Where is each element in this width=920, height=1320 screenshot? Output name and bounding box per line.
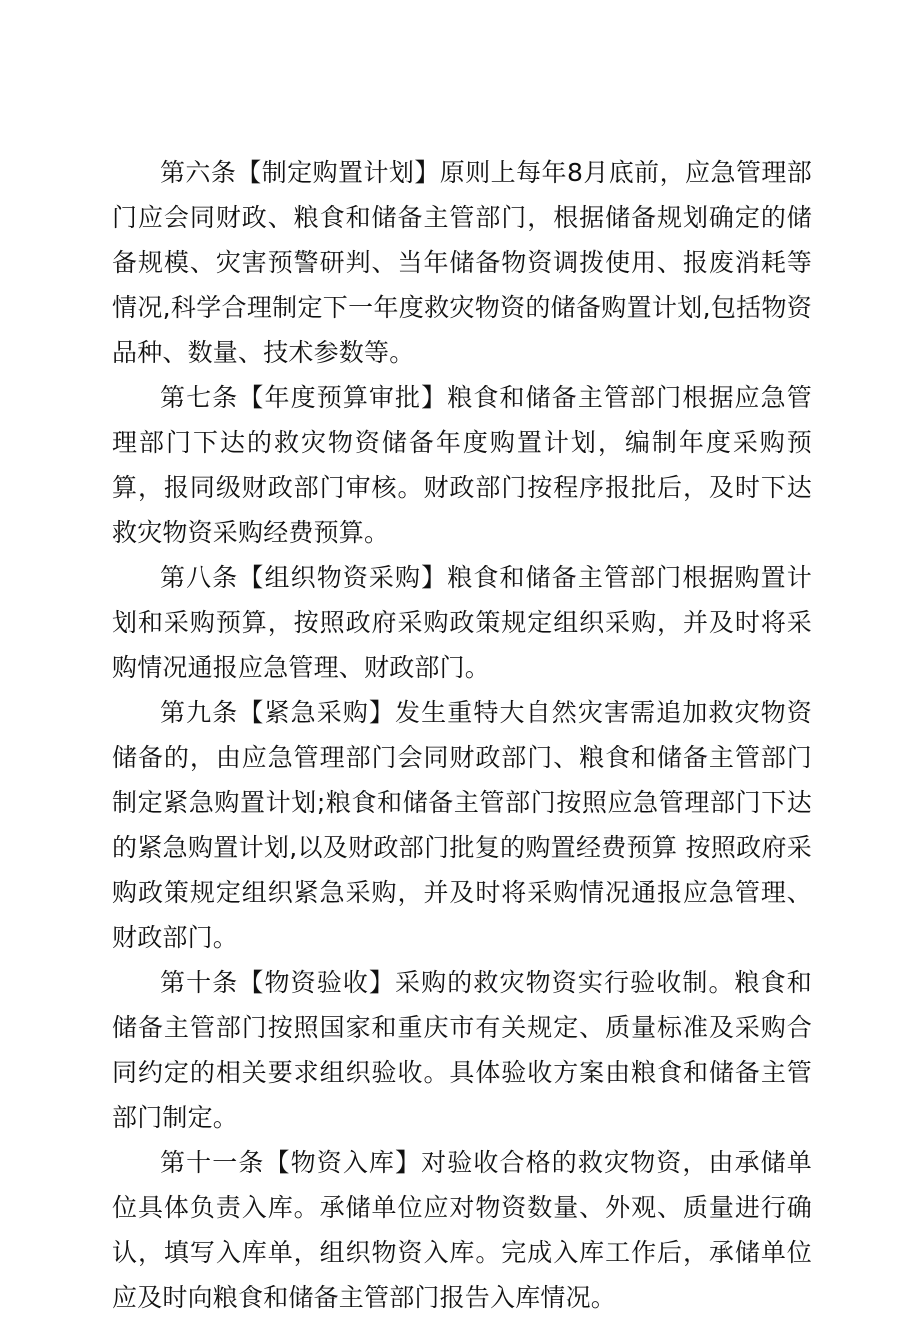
article-10: 第十条【物资验收】采购的救灾物资实行验收制。粮食和储备主管部门按照国家和重庆市有关规定、质量标准及采购合同约定的相关要求组织验收。具体验收方案由粮食和储备主管部门制定。 — [112, 968, 812, 1132]
article-11: 第十一条【物资入库】对验收合格的救灾物资，由承储单位具体负责入库。承储单位应对物资数量、外观、质量进行确认，填写入库单，组织物资入库。完成入库工作后，承储单位应及时向粮食和储备主管部门报告入库情况。 — [112, 1148, 812, 1312]
article-7: 第七条【年度预算审批】粮食和储备主管部门根据应急管理部门下达的救灾物资储备年度购置计划，编制年度采购预算，报同级财政部门审核。财政部门按程序报批后，及时下达救灾物资采购经费预算。 — [112, 383, 812, 547]
article-9: 第九条【紧急采购】发生重特大自然灾害需追加救灾物资储备的，由应急管理部门会同财政部门、粮食和储备主管部门制定紧急购置计划;粮食和储备主管部门按照应急管理部门下达的紧急购置计划,以及财政部门批复的购置经费预算 按照政府采购政策规定组织紧急采购，并及时将采购情况通报应急管理、财政部门。 — [112, 698, 812, 952]
article-6: 第六条【制定购置计划】原则上每年8月底前，应急管理部门应会同财政、粮食和储备主管部门，根据储备规划确定的储备规模、灾害预警研判、当年储备物资调拨使用、报废消耗等情况,科学合理制定下一年度救灾物资的储备购置计划,包括物资品种、数量、技术参数等。 — [112, 158, 812, 367]
document-body — [112, 150, 812, 1320]
article-8: 第八条【组织物资采购】粮食和储备主管部门根据购置计划和采购预算，按照政府采购政策规定组织采购，并及时将采购情况通报应急管理、财政部门。 — [112, 563, 812, 682]
